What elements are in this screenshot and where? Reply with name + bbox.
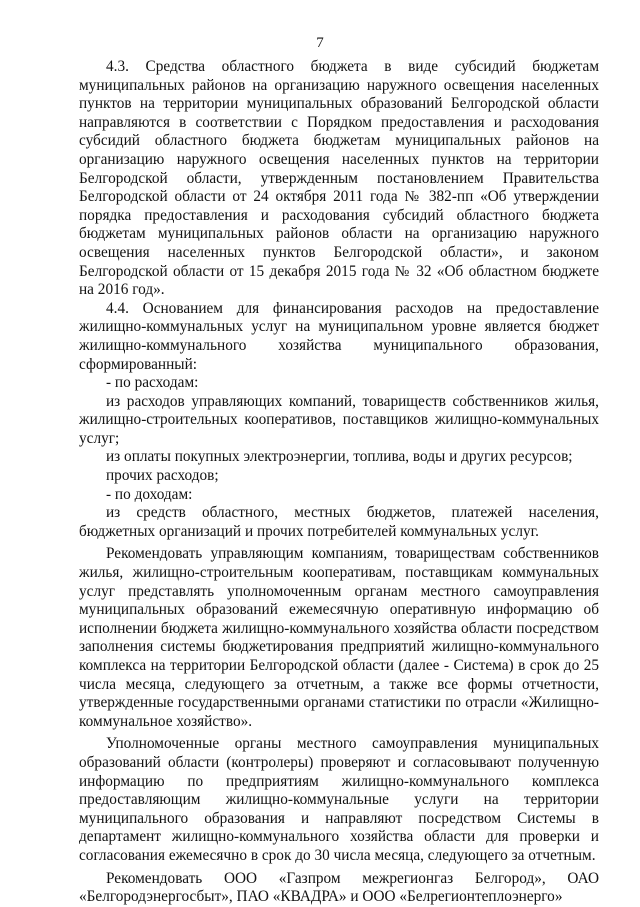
paragraph-expenses-item-2: из оплаты покупных электроэнергии, топлива, воды и других ресурсов; [106,448,573,466]
document-body [79,58,599,907]
paragraph-4-3: 4.3. Средства областного бюджета в виде субсидий бюджетам муниципальных районов на организацию наружного освещения населенных пунктов на территории муниципальных образований Белгородской области направляются в соответствии с Порядком предоставления и расходования субсидий областного бюджета бюджетам муниципальных районов на организацию наружного освещения населенных пунктов на территории Белгородской области, утвержденным постановлением Правительства Белгородской области от 24 октября 2011 года № 382-пп «Об утверждении порядка предоставления и расходования субсидий областного бюджета бюджетам муниципальных районов области на организацию наружного освещения населенных пунктов Белгородской области», и законом Белгородской области от 15 декабря 2015 года № 32 «Об областном бюджете на 2016 год». [79,58,599,299]
paragraph-expenses-item-3: прочих расходов; [106,467,219,485]
page-number: 7 [316,35,324,51]
paragraph-4-4: 4.4. Основанием для финансирования расходов на предоставление жилищно-коммунальных услуг на муниципальном уровне является бюджет жилищно-коммунального хозяйства муниципального образования, сформированный: [79,299,599,373]
paragraph-authorized-bodies: Уполномоченные органы местного самоуправления муниципальных образований области (контролеры) проверяют и согласовывают полученную информацию по предприятиям жилищно-коммунального комплекса предоставляющим жилищно-коммунальные услуги на территории муниципального образования и направляют посредством Системы в департамент жилищно-коммунального хозяйства области для проверки и согласования ежемесячно в срок до 30 числа месяца, следующего за отчетным. [79,735,599,864]
paragraph-expenses-item-1: из расходов управляющих компаний, товариществ собственников жилья, жилищно-строительных кооперативов, поставщиков жилищно-коммунальных услуг; [79,392,599,447]
paragraph-expenses-heading: - по расходам: [106,374,199,392]
paragraph-income-item-1: из средств областного, местных бюджетов, платежей населения, бюджетных организаций и прочих потребителей коммунальных услуг. [79,504,599,540]
paragraph-recommend-companies: Рекомендовать управляющим компаниям, товариществам собственников жилья, жилищно-строительным кооперативам, поставщикам коммунальных услуг представлять уполномоченным органам местного самоуправления муниципальных образований ежемесячную оперативную информацию об исполнении бюджета жилищно-коммунального хозяйства области посредством заполнения системы бюджетирования предприятий жилищно-коммунального комплекса на территории Белгородской области (далее - Система) в срок до 25 числа месяца, следующего за отчетным, а также все формы отчетности, утвержденные государственными органами статистики по отрасли «Жилищно-коммунальное хозяйство». [79,545,599,730]
paragraph-recommend-suppliers: Рекомендовать ООО «Газпром межрегионгаз Белгород», ОАО «Белгородэнергосбыт», ПАО «КВАДРА» и ООО «Белрегионтеплоэнерго» [79,869,599,906]
paragraph-income-heading: - по доходам: [106,485,193,503]
